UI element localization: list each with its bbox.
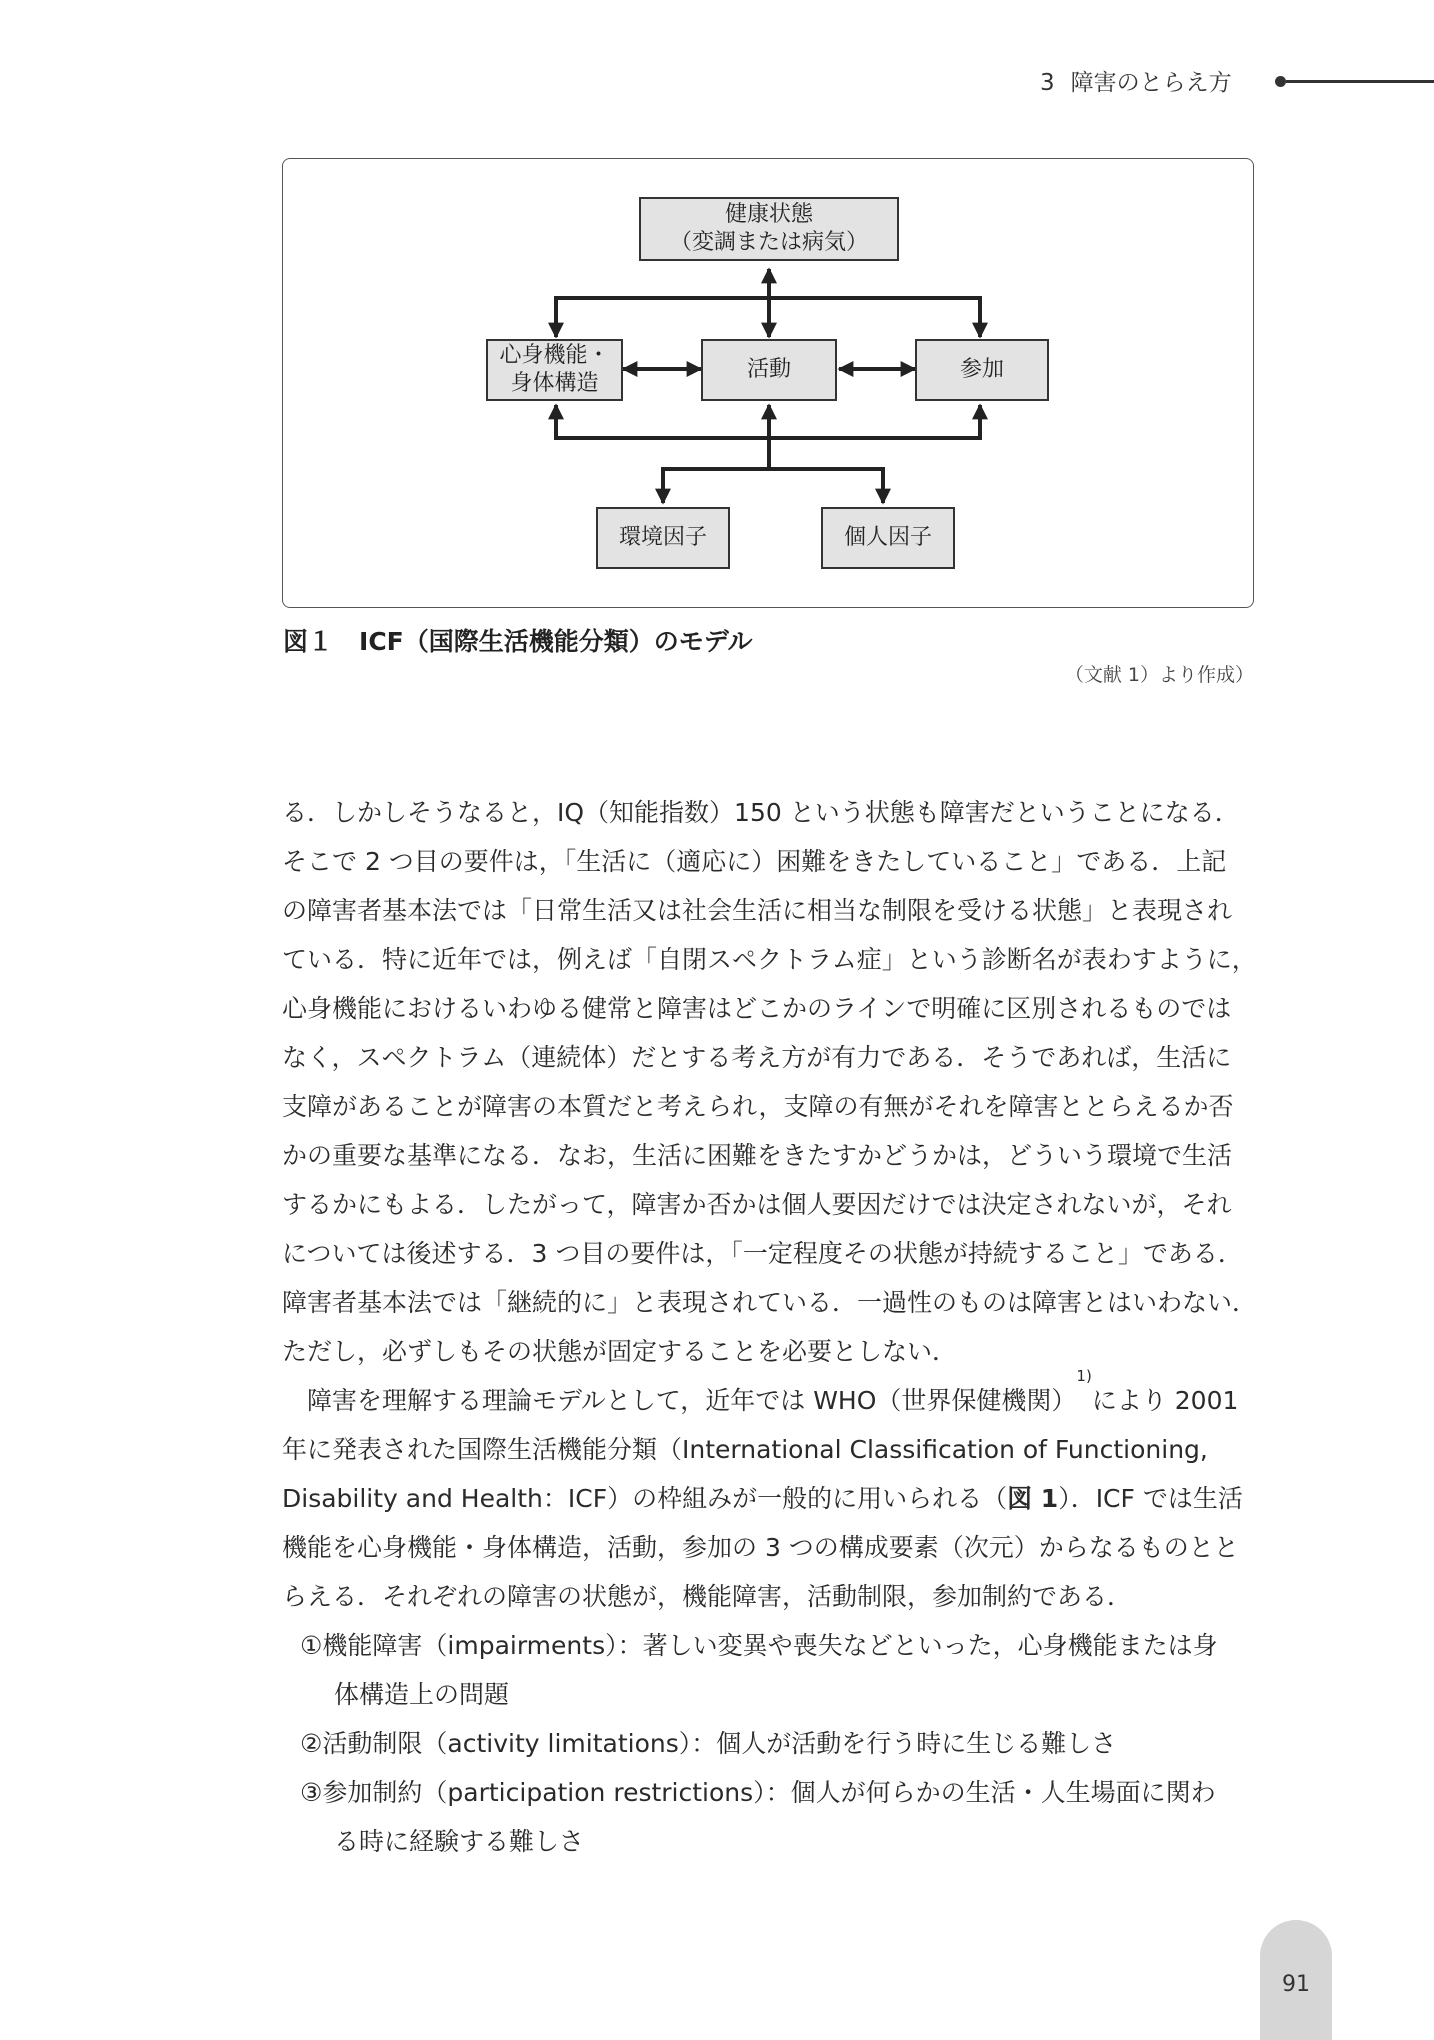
node-personal-factors [821,507,955,569]
text-fragment: 障害を理解する理論モデルとして，近年では WHO（世界保健機関） [307,1386,1077,1415]
text-line [282,1367,1257,1425]
text-line: 支障があることが障害の本質だと考えられ，支障の有無がそれを障害ととらえるか否 [282,1092,1234,1121]
body-text [282,788,1257,1866]
chapter-title: 障害のとらえ方 [1070,70,1232,96]
node-body-line1: 心身機能・ [499,343,610,368]
text-line: 年に発表された国際生活機能分類（International Classification of Functioning, [282,1435,1208,1464]
header-rule [1286,80,1434,83]
node-health-condition [639,197,899,261]
text-line: については後述する．3 つ目の要件は，「一定程度その状態が持続すること」である． [282,1239,1243,1268]
icf-figure-frame [282,158,1254,608]
figure-label: 図１ [283,627,334,656]
node-participation-label: 参加 [959,357,1004,382]
text-line: 機能を心身機能・身体構造，活動，参加の 3 つの構成要素（次元）からなるものとと [282,1533,1239,1562]
list-item-impairments: ①機能障害（impairments）：著しい変異や喪失などといった，心身機能または身 [300,1631,1218,1660]
node-participation [915,339,1049,401]
node-environment-label: 環境因子 [618,525,707,550]
figure-caption [283,622,753,658]
node-health-line1: 健康状態 [724,202,813,227]
node-body-line2: 身体構造 [510,371,599,396]
text-line: かの重要な基準になる．なお，生活に困難をきたすかどうかは，どういう環境で生活 [282,1141,1233,1170]
text-line: なく，スペクトラム（連続体）だとする考え方が有力である．そうであれば，生活に [282,1043,1232,1072]
text-line: 心身機能におけるいわゆる健常と障害はどこかのラインで明確に区別されるものでは [282,994,1232,1023]
node-body-functions [486,339,623,401]
text-line [282,1474,1257,1523]
text-line: するかにもよる．したがって，障害か否かは個人要因だけでは決定されないが，それ [282,1190,1232,1219]
node-activity-label: 活動 [746,357,791,382]
node-health-line2: （変調または病気） [669,230,868,255]
list-item-participation-restrictions: ③参加制約（participation restrictions）：個人が何らかの生活・人生場面に関わ [300,1778,1216,1807]
text-fragment: ）．ICF では生活 [1058,1484,1243,1513]
text-line: らえる．それぞれの障害の状態が，機能障害，活動制限，参加制約である． [282,1582,1133,1611]
text-line: る．しかしそうなると，IQ（知能指数）150 という状態も障害だということになる． [282,798,1240,827]
text-line: 障害者基本法では「継続的に」と表現されている．一過性のものは障害とはいわない． [282,1288,1258,1317]
text-fragment: Disability and Health：ICF）の枠組みが一般的に用いられる（ [282,1484,1008,1513]
figure-title: ICF（国際生活機能分類）のモデル [359,627,753,656]
text-line: ている．特に近年では，例えば「自閉スペクトラム症」という診断名が表わすように， [282,945,1257,974]
chapter-number: 3 [1040,70,1055,96]
citation-superscript: 1) [1076,1367,1092,1385]
text-line: の障害者基本法では「日常生活又は社会生活に相当な制限を受ける状態」と表現され [282,896,1233,925]
figure-source: （文献 1）より作成） [1064,664,1254,686]
page-number: 91 [1282,1972,1310,1997]
list-item-participation-cont: る時に経験する難しさ [334,1827,585,1856]
node-personal-label: 個人因子 [843,525,932,550]
text-fragment: により 2001 [1091,1386,1239,1415]
figure-reference: 図 1 [1007,1484,1059,1513]
header-bullet-dot [1275,76,1286,87]
running-header [1040,64,1232,97]
node-environmental-factors [596,507,730,569]
text-line: そこで 2 つ目の要件は，「生活に（適応に）困難をきたしていること」である．上記 [282,847,1227,876]
node-activity [701,339,837,401]
list-item-activity-limitations: ②活動制限（activity limitations）：個人が活動を行う時に生じる難しさ [300,1729,1117,1758]
text-line: ただし，必ずしもその状態が固定することを必要としない． [282,1337,958,1366]
list-item-impairments-cont: 体構造上の問題 [334,1680,510,1709]
